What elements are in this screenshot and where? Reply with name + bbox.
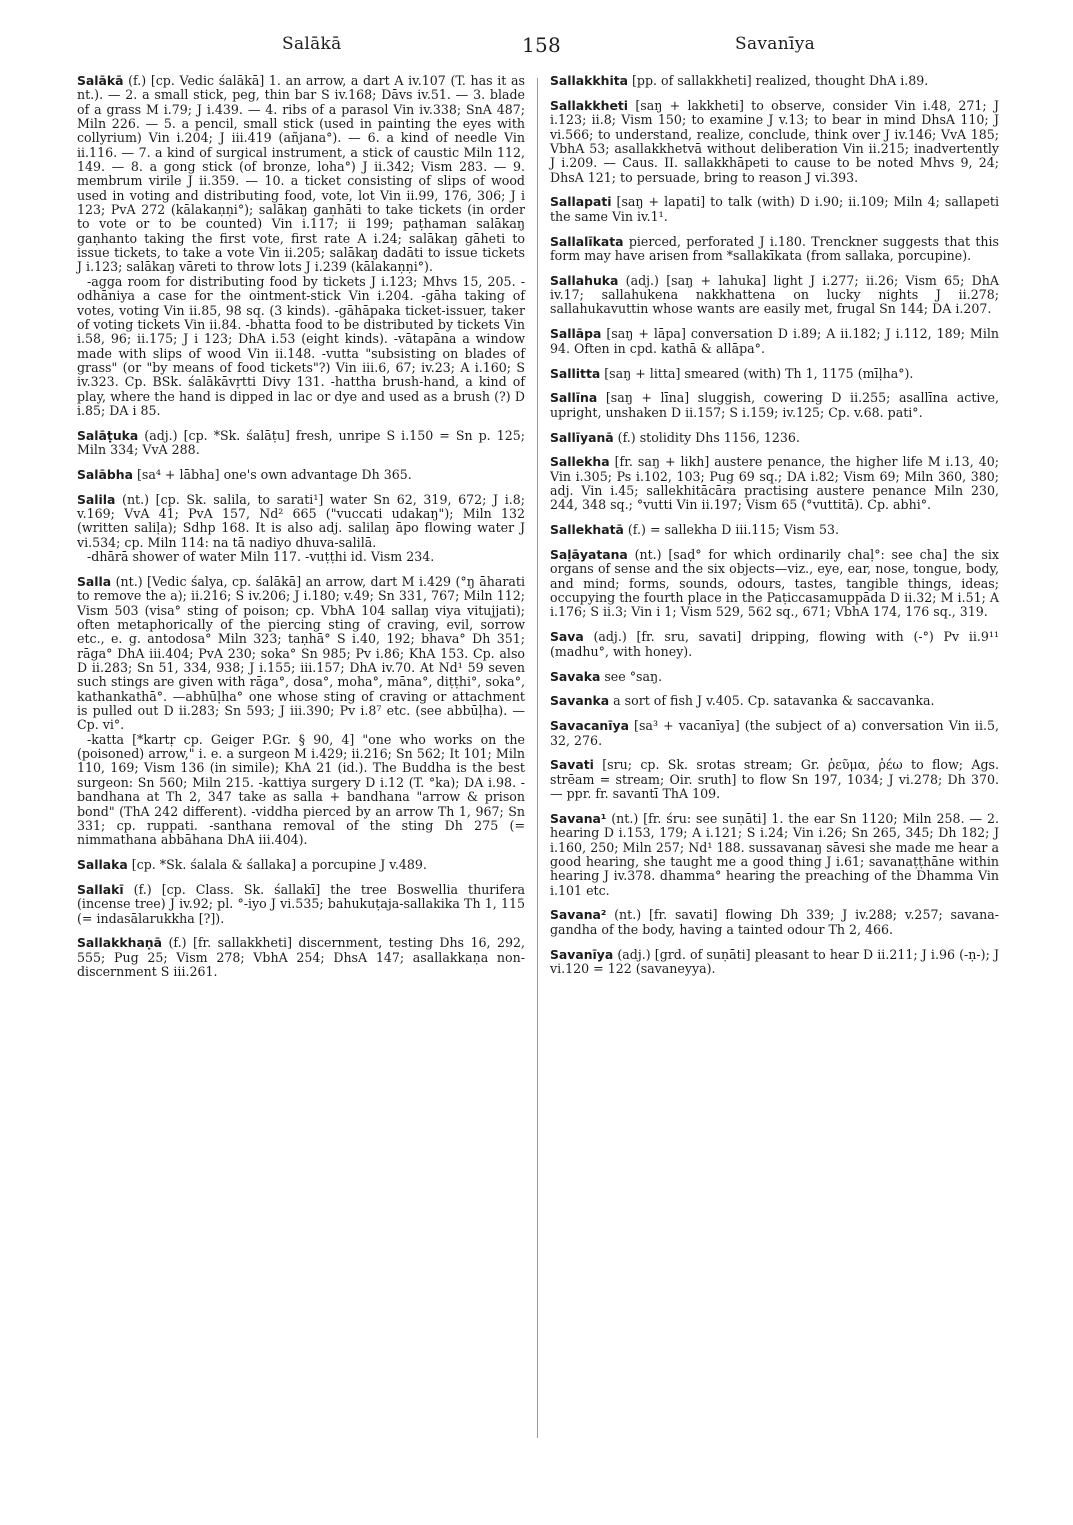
entry-text: [saŋ + lakkheti] to observe, consider Vin i.48, 271; J i.123; ii.8; Vism 150; to examine J v.13; to bear in mind DhsA 110; J vi.566; to understand, realize, conclude, think over J iv.146; VvA 185; VbhA 53; asallakkhetvā without deliberation Vin ii.215; inadvertently J i.209. — Caus. II. sallakkhāpeti to cause to be noted Mhvs 9, 24; DhsA 121; to persuade, bring to reason J vi.393.	[550, 97, 999, 185]
dictionary-entry	[550, 235, 999, 264]
dictionary-entry	[550, 391, 999, 420]
dictionary-entry	[550, 327, 999, 356]
entry-text: -agga room for distributing food by tickets J i.123; Mhvs 15, 205. -odhāniya a case for the ointment-stick Vin i.204. -gāha taking of votes, voting Vin ii.85, 98 sq. (3 kinds). -gāhāpaka ticket-issuer, taker of voting tickets Vin ii.84. -bhatta food to be distributed by tickets Vin i.58, 96; ii.175; J i 123; DhA i.53 (eight kinds). -vātapāna a window made with slips of wood Vin ii.148. -vutta "subsisting on blades of grass" (or "by means of food tickets"?) Vin iii.6, 67; iv.23; A i.160; S iv.323. Cp. BSk. śalākāvṛtti Divy 131. -hattha brush-hand, a kind of play, where the hand is dipped in lac or dye and used as a brush (?) D i.85; DA i 85.	[77, 273, 525, 418]
entry-text: (f.) [cp. Vedic śalākā] 1. an arrow, a dart A iv.107 (T. has it as nt.). — 2. a small stick, peg, thin bar S iv.168; Dāvs iv.51. — 3. blade of a grass M i.79; J i.439. — 4. ribs of a parasol Vin iv.338; SnA 487; Miln 226. — 5. a pencil, small stick (used in painting the eyes with collyrium) Vin i.204; J iii.419 (añjana°). — 6. a kind of needle Vin ii.116. — 7. a kind of surgical instrument, a stick of caustic Miln 112, 149. — 8. a gong stick (of bronze, loha°) J ii.342; Vism 283. — 9. membrum virile J ii.359. — 10. a ticket consisting of slips of wood used in voting and distributing food, vote, lot Vin ii.99, 176, 306; J i 123; PvA 272 (kālakaṇṇi°); salākaŋ gaṇhāti to take tickets (in order to vote or to be counted) Vin i.117; ii 199; paṭhaman salākaŋ gaṇhanto taking the first vote, first rate A i.24; salākaŋ gāheti to issue tickets, to take a vote Vin ii.205; salākaŋ dadāti to issue tickets J i.123; salākaŋ vāreti to throw lots J i.239 (kālakaṇṇi°).	[77, 73, 525, 275]
entry-text: -katta [*kartṛ cp. Geiger P.Gr. § 90, 4] "one who works on the (poisoned) arrow," i. e. a surgeon M i.429; ii.216; Sn 562; It 101; Miln 110, 169; Vism 136 (in simile); KhA 21 (id.). The Buddha is the best surgeon: Sn 560; Miln 215. -kattiya surgery D i.12 (T. °ka); DA i.98. -bandhana at Th 2, 347 take as salla + bandhana "arrow & prison bond" (ThA 242 different). -viddha pierced by an arrow Th 1, 967; Sn 331; cp. ruppati. -santhana removal of the sting Dh 275 (= nimmathana abbāhana DhA iii.404).	[77, 731, 525, 848]
entry-headword: Sallahuka	[550, 272, 619, 288]
entry-text: (nt.) [saḍ° for which ordinarily chaḷ°: see cha] the six organs of sense and the six objects—viz., eye, ear, nose, tongue, body, and mind; forms, sounds, odours, tastes, tangible things, ideas; occupying the fourth place in the Paṭiccasamuppāda D ii.32; M i.51; A i.176; S ii.3; Vin i 1; Vism 529, 562 sq., 671; VbhA 174, 176 sq., 319.	[550, 547, 999, 620]
entry-headword: Savati	[550, 757, 594, 773]
dictionary-entry	[550, 948, 999, 977]
entry-text: a sort of fish J v.405. Cp. satavanka & saccavanka.	[609, 693, 935, 709]
entry-text: (nt.) [fr. savati] flowing Dh 339; J iv.288; v.257; savana-gandha of the body, having a tainted odour Th 2, 466.	[550, 907, 999, 937]
column-divider	[537, 78, 538, 1438]
dictionary-entry	[550, 74, 999, 88]
entry-text: (nt.) [cp. Sk. salila, to sarati¹] water Sn 62, 319, 672; J i.8; v.169; VvA 41; PvA 157, Nd² 665 ("vuccati udakaŋ"); Miln 132 (written saliḷa); Sdhp 168. It is also adj. salilaŋ āpo flowing water J vi.534; cp. Miln 114: na tā nadiyo dhuva-salilā.	[77, 491, 525, 550]
entry-headword: Sallakkheti	[550, 97, 629, 113]
entry-headword: Salābha	[77, 466, 133, 482]
entry-text: (adj.) [fr. sru, savati] dripping, flowing with (-°) Pv ii.9¹¹ (madhu°, with honey).	[550, 629, 999, 659]
dictionary-entry	[77, 74, 525, 275]
dictionary-entry	[550, 758, 999, 801]
dictionary-entry	[550, 908, 999, 937]
entry-headword: Savana²	[550, 907, 607, 923]
entry-text: see °saŋ.	[600, 668, 663, 684]
dictionary-entry	[550, 812, 999, 898]
entry-headword: Sallapati	[550, 194, 612, 210]
dictionary-entry	[77, 575, 525, 733]
running-head-right: Savanīya	[735, 34, 816, 54]
entry-text: (adj.) [saŋ + lahuka] light J i.277; ii.26; Vism 65; DhA iv.17; sallahukena nakkhattena on lucky nights J ii.278; sallahukavuttin whose wants are easily met, frugal Sn 144; DA i.207.	[550, 272, 999, 317]
entry-text: [saŋ + lapati] to talk (with) D i.90; ii.109; Miln 4; sallapeti the same Vin iv.1¹.	[550, 194, 999, 224]
running-head-left: Salākā	[282, 34, 342, 54]
dictionary-entry	[77, 468, 525, 482]
dictionary-entry	[550, 195, 999, 224]
entry-headword: Sava	[550, 629, 584, 645]
dictionary-entry	[77, 858, 525, 872]
entry-text: -dhārā shower of water Miln 117. -vuṭṭhi id. Vism 234.	[87, 549, 435, 565]
right-column	[550, 74, 999, 987]
entry-headword: Saḷāyatana	[550, 547, 628, 563]
entry-text: [sa⁴ + lābha] one's own advantage Dh 365.	[132, 466, 412, 482]
entry-text: [sru; cp. Sk. srotas stream; Gr. ῥεῦμα, ῥέω to flow; Ags. strēam = stream; Oir. sruth] to flow Sn 197, 1034; J vi.278; Dh 370. — ppr. fr. savantī ThA 109.	[550, 757, 999, 802]
entry-headword: Salla	[77, 574, 112, 589]
left-column	[77, 74, 525, 990]
entry-headword: Sallakkhaṇā	[77, 935, 162, 951]
entry-headword: Sallekha	[550, 454, 610, 470]
entry-text: (nt.) [fr. śru: see suṇāti] 1. the ear Sn 1120; Miln 258. — 2. hearing D i.153, 179; A i.121; S i.24; Vin i.26; Sn 265, 345; Dh 182; J i.160, 250; Miln 257; Nd¹ 188. sussavanaŋ sāvesi she made me hear a good hearing, she taught me a good thing J i.61; savanaṭṭhāne within hearing J iv.378. dhamma° hearing the preaching of the Dhamma Vin i.101 etc.	[550, 810, 999, 898]
dictionary-entry	[550, 548, 999, 620]
entry-headword: Salila	[77, 491, 116, 507]
entry-headword: Savana¹	[550, 810, 607, 826]
entry-text: [saŋ + litta] smeared (with) Th 1, 1175 (mīḷha°).	[600, 365, 914, 381]
page-number: 158	[522, 33, 562, 57]
dictionary-entry	[550, 274, 999, 317]
entry-text: (f.) [fr. sallakkheti] discernment, testing Dhs 16, 292, 555; Pug 25; Vism 278; VbhA 254; DhsA 147; asallakkaṇa non-discernment S iii.261.	[77, 935, 525, 980]
entry-compounds	[77, 550, 525, 564]
entry-headword: Sallakkhita	[550, 73, 628, 88]
entry-headword: Savacanīya	[550, 718, 629, 734]
entry-text: (adj.) [cp. *Sk. śalāṭu] fresh, unripe S i.150 = Sn p. 125; Miln 334; VvA 288.	[77, 427, 525, 458]
dictionary-entry	[550, 630, 999, 659]
entry-compounds	[77, 733, 525, 848]
dictionary-entry	[550, 719, 999, 748]
entry-text: [sa³ + vacanīya] (the subject of a) conversation Vin ii.5, 32, 276.	[550, 718, 999, 748]
dictionary-entry	[77, 883, 525, 926]
entry-headword: Sallīyanā	[550, 429, 614, 445]
dictionary-entry	[550, 99, 999, 185]
dictionary-entry	[550, 670, 999, 684]
dictionary-entry	[550, 694, 999, 708]
entry-text: (nt.) [Vedic śalya, cp. śalākā] an arrow, dart M i.429 (°ŋ āharati to remove the a); ii.216; S iv.206; J i.180; v.49; Sn 331, 767; Miln 112; Vism 503 (visa° sting of poison; cp. VbhA 104 sallaŋ viya vitujjati); often metaphorically of the piercing sting of craving, evil, sorrow etc., e. g. antodosa° Miln 323; taṇhā° S i.40, 192; bhava° Dh 351; rāga° DhA iii.404; PvA 230; soka° Sn 985; Pv i.86; KhA 153. Cp. also D ii.283; Sn 51, 334, 938; J i.155; iii.157; DhA iv.70. At Nd¹ 59 seven such stings are given with rāga°, dosa°, moha°, māna°, diṭṭhi°, soka°, kathankathā°. —abhūḷha° one whose sting of craving or attachment is pulled out D ii.283; Sn 593; J iii.390; Pv i.8⁷ etc. (see abbūḷha). — Cp. vi°.	[77, 574, 525, 733]
entry-headword: Sallāpa	[550, 326, 602, 342]
entry-text: [fr. saŋ + likh] austere penance, the higher life M i.13, 40; Vin i.305; Ps i.102, 103; Pug 69 sq.; DA i.82; Vism 69; Miln 360, 380; adj. Vin i.45; sallekhitācāra practising austere penance Miln 230, 244, 348 sq.; °vutti Vin ii.197; Vism 65 (°vuttitā). Cp. abhi°.	[550, 454, 999, 513]
dictionary-entry	[550, 455, 999, 512]
dictionary-entry	[550, 523, 999, 537]
entry-text: (f.) [cp. Class. Sk. śallakī] the tree Boswellia thurifera (incense tree) J iv.92; pl. °-iyo J vi.535; bahukuṭaja-sallakika Th 1, 115 (= indasālarukkha [?]).	[77, 881, 525, 926]
entry-compounds	[77, 275, 525, 418]
entry-headword: Savaka	[550, 668, 601, 684]
entry-headword: Salākā	[77, 73, 124, 88]
dictionary-entry	[77, 493, 525, 550]
entry-text: [saŋ + lāpa] conversation D i.89; A ii.182; J i.112, 189; Miln 94. Often in cpd. kathā & allāpa°.	[550, 326, 999, 356]
entry-headword: Sallalīkata	[550, 233, 624, 249]
entry-headword: Sallakī	[77, 881, 124, 897]
entry-text: (f.) = sallekha D iii.115; Vism 53.	[623, 522, 840, 538]
entry-text: [cp. *Sk. śalala & śallaka] a porcupine J v.489.	[127, 857, 427, 873]
dictionary-entry	[77, 936, 525, 979]
entry-headword: Sallitta	[550, 365, 601, 381]
entry-headword: Savanka	[550, 693, 610, 709]
entry-text: (f.) stolidity Dhs 1156, 1236.	[613, 429, 800, 445]
entry-headword: Sallīna	[550, 390, 598, 406]
dictionary-entry	[550, 431, 999, 445]
entry-text: pierced, perforated J i.180. Trenckner suggests that this form may have arisen from *sallakīkata (from sallaka, porcupine).	[550, 233, 999, 263]
entry-headword: Salāṭuka	[77, 427, 139, 443]
entry-headword: Sallekhatā	[550, 522, 624, 538]
entry-headword: Savanīya	[550, 946, 614, 962]
dictionary-entry	[77, 429, 525, 458]
dictionary-entry	[550, 367, 999, 381]
entry-text: [pp. of sallakkheti] realized, thought DhA i.89.	[627, 73, 929, 88]
entry-text: [saŋ + līna] sluggish, cowering D ii.255; asallīna active, upright, unshaken D ii.157; S i.159; iv.125; Cp. v.68. pati°.	[550, 390, 999, 420]
entry-text: (adj.) [grd. of suṇāti] pleasant to hear D ii.211; J i.96 (-ṇ-); J vi.120 = 122 (savaneyya).	[550, 946, 999, 976]
entry-headword: Sallaka	[77, 857, 128, 873]
